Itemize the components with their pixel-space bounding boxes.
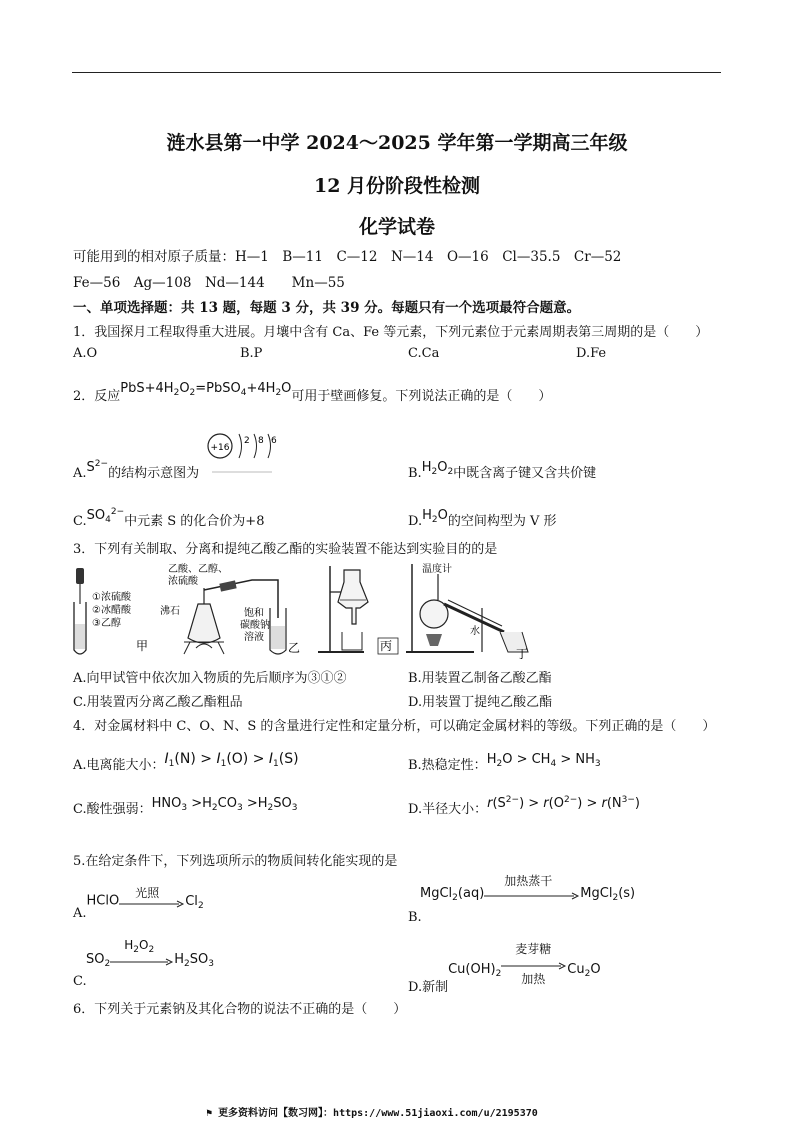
footer-link[interactable] (206, 1104, 538, 1119)
apparatus-jia (72, 562, 160, 660)
q5-c-condition: $H_2O_2$ (124, 938, 155, 955)
shell-1-electrons: 2 (244, 436, 250, 446)
q2-option-a[interactable]: $A.S^{2-}$的结构示意图为 (73, 459, 200, 481)
q1-option-c[interactable]: C.Ca (408, 346, 440, 361)
q5-option-b-equation: MgCl$_2$(aq) 加热蒸干 MgCl$_2$(s) (420, 874, 636, 903)
ding-thermometer: 温度计 (422, 564, 452, 575)
section-heading: 一、单项选择题：共 13 题，每题 3 分，共 39 分。每题只有一个选项最符合题意。 (73, 300, 581, 316)
apparatus-bing (312, 562, 402, 660)
exam-subtitle: 12 月份阶段性检测 (313, 175, 481, 197)
yi-reagent-line2: 浓硫酸 (168, 576, 198, 587)
q2-option-b[interactable]: $B.H_2O_2$中既含离子键又含共价键 (408, 460, 597, 481)
flag-icon: ⚑ (206, 1108, 213, 1119)
atomic-masses-line2: Fe—56 Ag—108 Nd—144 Mn—55 (73, 275, 345, 291)
footer-text: 更多资料访问【数习网】：https://www.51jiaoxi.com/u/2195370 (218, 1108, 538, 1119)
q4-option-c[interactable]: C.酸性强弱：$HNO_3 >H_2CO_3 >H_2SO_3$ (73, 796, 298, 817)
yi-solution-line3: 溶液 (244, 632, 264, 643)
q1-option-b[interactable]: B.P (240, 346, 263, 361)
shell-3-electrons: 6 (271, 436, 277, 446)
apparatus-jia-label: 甲 (136, 639, 149, 653)
apparatus-yi (160, 558, 310, 660)
q4-option-a[interactable]: A.电离能大小：$I_1(N) > I_1(O) > I_1(S)$ (73, 751, 299, 773)
q3-stem: 3．下列有关制取、分离和提纯乙酸乙酯的实验装置不能达到实验目的的是 (73, 542, 498, 557)
q5-a-condition: 光照 (135, 886, 160, 900)
yi-reagent-line1: 乙酸、乙醇、 (168, 564, 228, 575)
top-rule (72, 72, 721, 73)
q5-option-c-equation: $SO_2$ $H_2O_2$ $H_2SO_3$ (86, 938, 214, 969)
jia-reagent-1: ①浓硫酸 (92, 592, 131, 603)
atom-nucleus-label: +16 (210, 443, 230, 453)
q4-option-b[interactable]: B.热稳定性：$H_2O > CH_4 > NH_3$ (408, 752, 601, 773)
q5-option-c[interactable]: C. (73, 974, 87, 989)
apparatus-ding-label: 丁 (516, 647, 529, 660)
q2-option-d[interactable]: $D.H_2O$的空间构型为 V 形 (408, 508, 557, 529)
shell-2-electrons: 8 (258, 436, 264, 446)
exam-subject: 化学试卷 (358, 216, 435, 238)
q5-option-d[interactable]: D.新制$Cu(OH)_2$ 麦芽糖 加热 $Cu_2O$ (408, 942, 601, 995)
ding-water: 水 (470, 626, 480, 637)
q1-option-d[interactable]: D.Fe (576, 346, 607, 361)
apparatus-bing-label: 丙 (380, 639, 393, 653)
q4-option-d[interactable]: D.半径大小：$r(S^{2-}) > r(O^{2-}) > r(N^{3-})$ (408, 795, 640, 817)
exam-title: 涟水县第一中学 2024～2025 学年第一学期高三年级 (166, 132, 628, 154)
q1-stem: 1．我国探月工程取得重大进展。月壤中含有 Ca、Fe 等元素，下列元素位于元素周期表第三周期的是（ ） (73, 325, 709, 340)
q5-option-a[interactable]: A.HClO 光照 $Cl_2$ (73, 886, 204, 921)
apparatus-ding (404, 560, 532, 660)
atomic-masses-line1: 可能用到的相对原子质量：H—1 B—11 C—12 N—14 O—16 Cl—35.5 Cr—52 (73, 249, 622, 265)
q5-d-condition-bottom: 加热 (521, 972, 546, 986)
q2-equation: $PbS+4H_2O_2=PbSO_4+4H_2O$ (120, 381, 292, 398)
jia-reagent-3: ③乙醇 (92, 618, 121, 629)
q6-stem: 6．下列关于元素钠及其化合物的说法不正确的是（ ） (73, 1002, 407, 1017)
q2-stem: 2．反应$PbS+4H_2O_2=PbSO_4+4H_2O$可用于壁画修复。下列说法正确的是（ ） (73, 381, 552, 404)
q5-d-condition-top: 麦芽糖 (515, 942, 552, 956)
q3-option-a[interactable]: A.向甲试管中依次加入物质的先后顺序为③①② (73, 671, 347, 686)
q5-option-b[interactable]: B. (408, 910, 422, 925)
q5-b-condition: 加热蒸干 (504, 874, 553, 888)
jia-reagent-2: ②冰醋酸 (92, 605, 131, 616)
q3-option-b[interactable]: B.用装置乙制备乙酸乙酯 (408, 671, 552, 686)
q5-stem: 5.在给定条件下，下列选项所示的物质间转化能实现的是 (73, 854, 398, 869)
yi-solution-line2: 碳酸钠 (240, 620, 270, 631)
sulfide-structure-diagram (202, 430, 282, 476)
q4-stem: 4．对金属材料中 C、O、N、S 的含量进行定性和定量分析，可以确定金属材料的等级。下列正确的是（ ） (73, 719, 716, 734)
apparatus-yi-label: 乙 (288, 641, 301, 655)
yi-solution-line1: 饱和 (244, 608, 264, 619)
q2-option-c[interactable]: $C.SO_4^{2-}$中元素 S 的化合价为+8 (73, 507, 265, 529)
q3-option-d[interactable]: D.用装置丁提纯乙酸乙酯 (408, 695, 553, 710)
yi-boiling-stone: 沸石 (160, 606, 180, 617)
q1-option-a[interactable]: A.O (73, 346, 98, 361)
q3-option-c[interactable]: C.用装置丙分离乙酸乙酯粗品 (73, 695, 243, 710)
